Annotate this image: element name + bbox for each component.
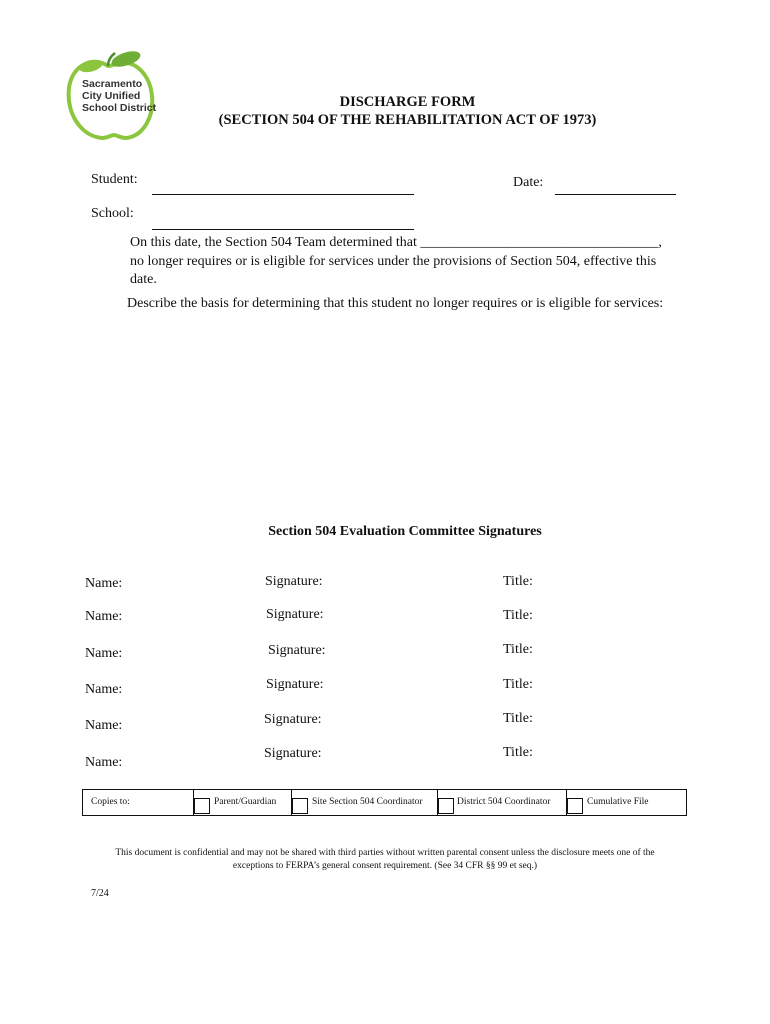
- title-label: Title:: [503, 608, 533, 623]
- logo-line-1: Sacramento: [82, 78, 143, 90]
- title-label: Title:: [503, 745, 533, 760]
- signature-label: Signature:: [264, 746, 322, 761]
- statement-line-3: date.: [130, 272, 157, 287]
- date-label: Date:: [513, 175, 544, 190]
- signature-label: Signature:: [266, 607, 324, 622]
- student-label: Student:: [91, 172, 138, 187]
- school-label: School:: [91, 206, 134, 221]
- statement-line-1: On this date, the Section 504 Team determined that __________________________________,: [130, 235, 662, 250]
- name-label: Name:: [85, 718, 123, 733]
- district-coordinator-label: District 504 Coordinator: [457, 797, 551, 807]
- site-coordinator-label: Site Section 504 Coordinator: [312, 797, 423, 807]
- school-field[interactable]: [152, 229, 414, 230]
- signatures-heading: Section 504 Evaluation Committee Signatures: [268, 524, 542, 539]
- site-coordinator-checkbox[interactable]: [292, 798, 308, 814]
- signature-label: Signature:: [266, 677, 324, 692]
- signature-label: Signature:: [268, 643, 326, 658]
- parent-guardian-checkbox[interactable]: [194, 798, 210, 814]
- copies-label: Copies to:: [91, 797, 130, 807]
- district-coordinator-checkbox[interactable]: [438, 798, 454, 814]
- title-label: Title:: [503, 677, 533, 692]
- statement-line-2: no longer requires or is eligible for services under the provisions of Section 504, effective this: [130, 254, 657, 269]
- name-label: Name:: [85, 609, 123, 624]
- confidentiality-notice-line-1: This document is confidential and may not be shared with third parties without written parental consent unless the disclosure meets one of the: [115, 848, 655, 858]
- basis-prompt: Describe the basis for determining that this student no longer requires or is eligible for services:: [127, 296, 664, 311]
- student-field[interactable]: [152, 194, 414, 195]
- form-subtitle: (SECTION 504 OF THE REHABILITATION ACT OF 1973): [218, 112, 597, 128]
- cumulative-file-checkbox[interactable]: [567, 798, 583, 814]
- name-label: Name:: [85, 646, 123, 661]
- logo-line-2: City Unified: [82, 90, 141, 102]
- title-label: Title:: [503, 642, 533, 657]
- form-version: 7/24: [91, 888, 109, 899]
- name-label: Name:: [85, 755, 123, 770]
- basis-text-area[interactable]: [127, 318, 707, 508]
- title-label: Title:: [503, 711, 533, 726]
- copies-to-box: [82, 789, 687, 816]
- signature-label: Signature:: [265, 574, 323, 589]
- logo-line-3: School District: [82, 102, 157, 114]
- confidentiality-notice-line-2: exceptions to FERPA’s general consent requirement. (See 34 CFR §§ 99 et seq.): [232, 861, 538, 871]
- form-title: DISCHARGE FORM: [339, 94, 476, 110]
- date-field[interactable]: [555, 194, 676, 195]
- cumulative-file-label: Cumulative File: [587, 797, 649, 807]
- name-label: Name:: [85, 682, 123, 697]
- name-label: Name:: [85, 576, 123, 591]
- signature-label: Signature:: [264, 712, 322, 727]
- title-label: Title:: [503, 574, 533, 589]
- parent-guardian-label: Parent/Guardian: [214, 797, 277, 807]
